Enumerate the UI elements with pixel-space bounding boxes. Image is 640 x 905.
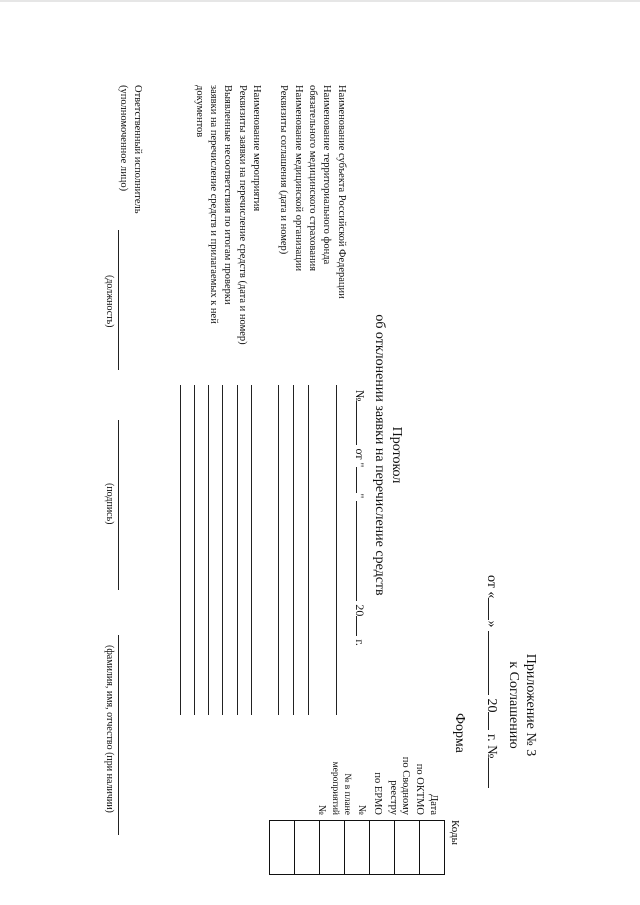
fill-line-discrepancies-4[interactable] xyxy=(180,385,181,715)
code-cell[interactable] xyxy=(395,821,420,875)
codes-row-date xyxy=(420,821,445,875)
code-label-number-2: № xyxy=(316,804,327,815)
field-event-name: Наименование мероприятия xyxy=(251,85,262,212)
fill-line-medical-org[interactable] xyxy=(293,385,294,715)
field-medical-org: Наименование медицинской организации xyxy=(293,85,304,272)
fill-line-discrepancies-3[interactable] xyxy=(194,385,195,715)
code-label-ermo: по ЕРМО xyxy=(372,772,383,815)
code-cell[interactable] xyxy=(270,821,295,875)
executor-sublabel: (уполномоченное лицо) xyxy=(118,85,129,192)
executor-label: Ответственный исполнитель xyxy=(132,85,143,214)
field-request-details: Реквизиты заявки на перечисление средств (дата и номер) xyxy=(237,85,248,345)
signature-caption: (подпись) xyxy=(104,483,115,525)
code-label-date: Дата xyxy=(428,794,439,815)
agreement-ref-line: от «» 20 г. № xyxy=(483,575,499,788)
fill-line-discrepancies[interactable] xyxy=(222,385,223,715)
full-name-line[interactable] xyxy=(118,635,119,835)
field-subject-rf: Наименование субъекта Российской Федерации xyxy=(336,85,347,299)
code-cell[interactable] xyxy=(370,821,395,875)
fill-line-subject-rf[interactable] xyxy=(336,385,337,715)
protocol-number-line: № от "" 20 г. xyxy=(353,390,367,646)
appendix-agreement: к Соглашению xyxy=(506,661,521,749)
code-label-registry: по Сводному реестру xyxy=(388,756,411,815)
fill-line-event-name[interactable] xyxy=(251,385,252,715)
field-territorial-fund-cont: обязательного медицинского страхования xyxy=(307,85,318,272)
field-discrepancies: Выявленные несоответствия по итогам проверки xyxy=(222,85,233,305)
field-discrepancies-cont: заявки на перечисление средств и прилагаемых к ней xyxy=(208,85,219,324)
codes-row-registry xyxy=(370,821,395,875)
rotated-document-page xyxy=(33,35,545,875)
signature-line[interactable] xyxy=(118,420,119,590)
title-subject: об отклонении заявки на перечисление средств xyxy=(372,314,387,596)
codes-heading: Коды xyxy=(449,820,461,845)
position-line[interactable] xyxy=(118,230,119,370)
code-cell[interactable] xyxy=(295,821,320,875)
field-agreement-details: Реквизиты соглашения (дата и номер) xyxy=(278,85,289,255)
code-label-plan-number: № в плане мероприятий xyxy=(330,761,352,815)
code-label-oktmo: по ОКТМО xyxy=(414,763,425,815)
codes-row-number xyxy=(320,821,345,875)
fill-line-territorial-fund[interactable] xyxy=(308,385,309,715)
field-territorial-fund: Наименование территориального фонда xyxy=(321,85,332,265)
appendix-number: Приложение № 3 xyxy=(523,653,538,757)
scan-edge xyxy=(0,0,640,2)
fill-line-request-details[interactable] xyxy=(237,385,238,715)
code-label-number: № xyxy=(356,804,367,815)
code-cell[interactable] xyxy=(320,821,345,875)
codes-row-plan-number xyxy=(295,821,320,875)
document-title xyxy=(371,225,405,685)
fill-line-discrepancies-2[interactable] xyxy=(208,385,209,715)
field-discrepancies-end: документов xyxy=(194,85,205,138)
codes-table xyxy=(269,820,445,875)
code-cell[interactable] xyxy=(345,821,370,875)
codes-row-ermo xyxy=(345,821,370,875)
title-protocol: Протокол xyxy=(389,426,404,484)
appendix-block xyxy=(505,595,539,815)
fill-line-agreement-details[interactable] xyxy=(278,385,279,715)
form-label: Форма xyxy=(452,713,467,753)
full-name-caption: (фамилия, имя, отчество (при наличии) xyxy=(104,645,115,813)
codes-row-number-2 xyxy=(270,821,295,875)
code-cell[interactable] xyxy=(420,821,445,875)
codes-row-oktmo xyxy=(395,821,420,875)
position-caption: (должность) xyxy=(104,275,115,328)
